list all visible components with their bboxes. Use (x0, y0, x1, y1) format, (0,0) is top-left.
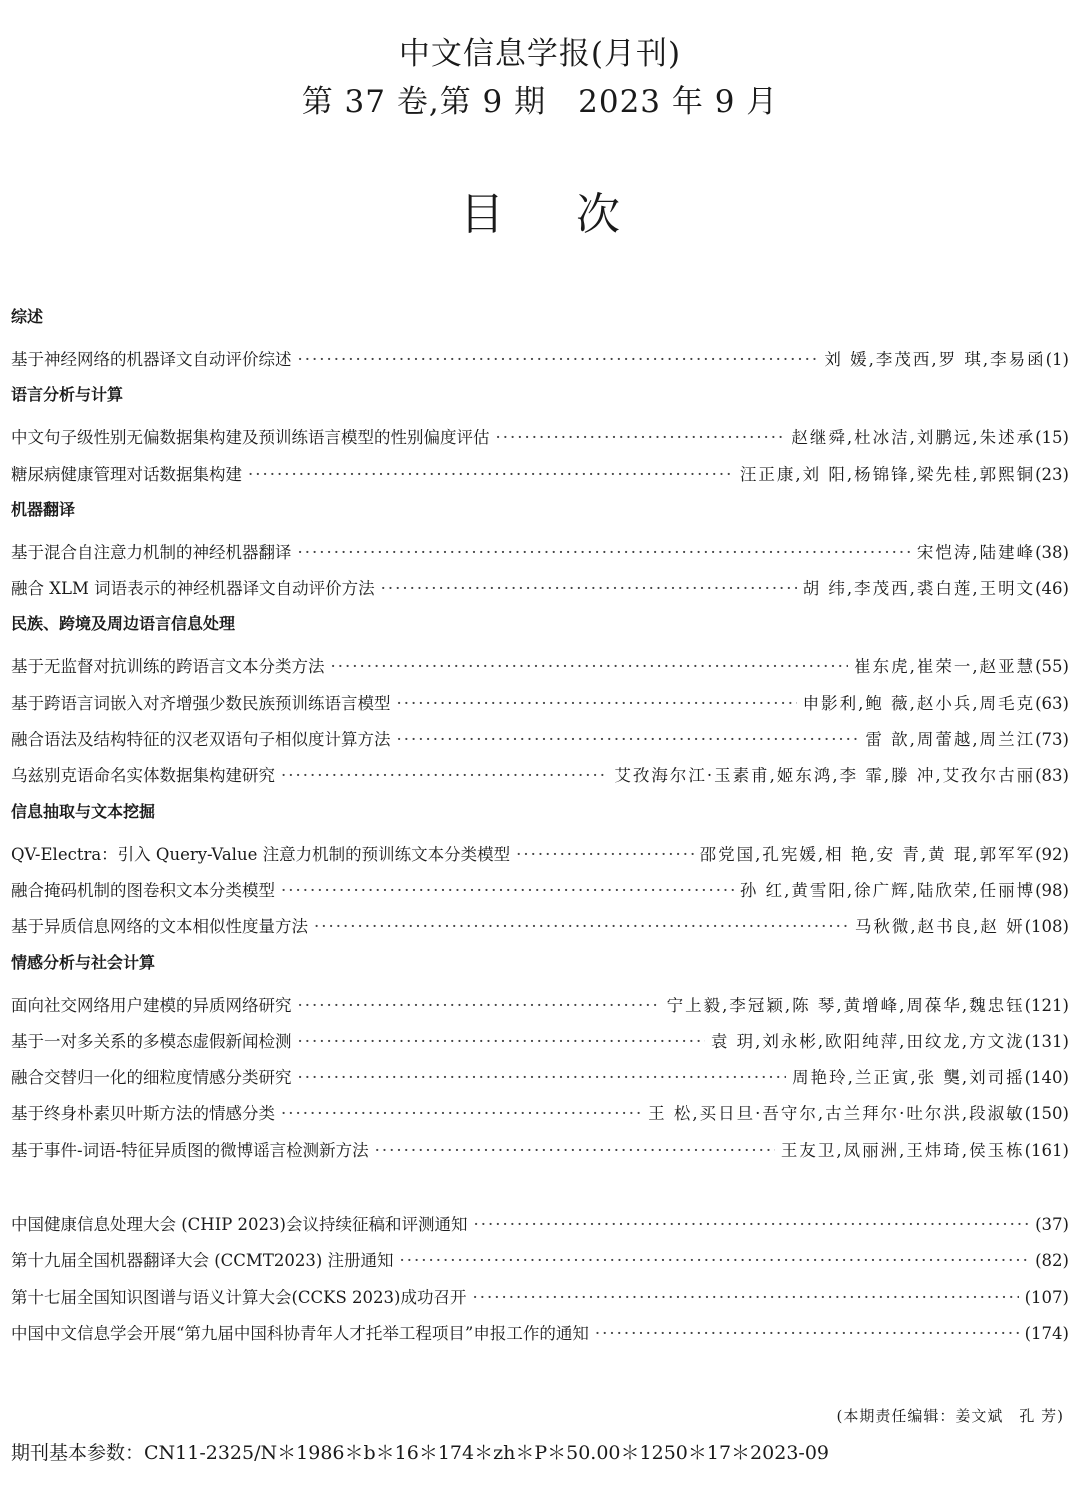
dot-leader (281, 873, 734, 909)
toc-entry[interactable] (11, 988, 1069, 1024)
article-authors: 宋恺涛,陆建峰 (916, 542, 1036, 562)
article-title: 基于终身朴素贝叶斯方法的情感分类 (11, 1104, 275, 1124)
article-authors: 汪正康,刘 阳,杨锦锋,梁先桂,郭熙铜 (739, 464, 1036, 484)
dot-leader (281, 1096, 642, 1132)
page-number: (131) (1024, 1031, 1069, 1051)
article-authors: 马秋微,赵书良,赵 妍 (854, 917, 1025, 937)
page-number: (1) (1045, 350, 1069, 369)
article-title: 融合交替归一化的细粒度情感分类研究 (11, 1068, 292, 1088)
page-number: (23) (1035, 464, 1069, 484)
toc-entry[interactable] (11, 686, 1069, 722)
toc-entry[interactable] (11, 873, 1069, 909)
section-heading: 机器翻译 (11, 499, 76, 519)
article-authors: 周艳玲,兰正寅,张 龑,刘司摇 (792, 1068, 1025, 1088)
toc-entry[interactable] (11, 1024, 1069, 1060)
dot-leader (473, 1280, 1019, 1316)
article-title: 融合掩码机制的图卷积文本分类模型 (11, 880, 275, 900)
article-title: 乌兹别克语命名实体数据集构建研究 (11, 766, 275, 786)
issue-info: 第 37 卷,第 9 期 2023 年 9 月 (301, 84, 779, 120)
dot-leader (375, 1133, 775, 1169)
toc-entry[interactable] (11, 722, 1069, 758)
page-number: (46) (1035, 579, 1069, 599)
toc-entry[interactable] (11, 1060, 1069, 1096)
dot-leader (298, 988, 661, 1024)
dot-leader (516, 837, 694, 873)
article-title: 基于跨语言词嵌入对齐增强少数民族预训练语言模型 (11, 693, 391, 713)
article-title: 糖尿病健康管理对话数据集构建 (11, 464, 242, 484)
article-title: 面向社交网络用户建模的异质网络研究 (11, 995, 292, 1015)
journal-parameters: 期刊基本参数：CN11-2325/N＊1986＊b＊16＊174＊zh＊P＊50.00＊1250＊17＊2023-09 (11, 1442, 830, 1464)
article-title: QV-Electra：引入 Query-Value 注意力机制的预训练文本分类模型 (11, 844, 511, 864)
notice-entry[interactable] (11, 1243, 1069, 1279)
article-title: 基于神经网络的机器译文自动评价综述 (11, 350, 292, 369)
page-number: (82) (1035, 1251, 1069, 1271)
page-number: (150) (1024, 1104, 1069, 1124)
article-authors: 艾孜海尔江·玉素甫,姬东鸿,李 霏,滕 冲,艾孜尔古丽 (614, 766, 1036, 786)
page-number: (107) (1024, 1287, 1069, 1307)
section-heading: 语言分析与计算 (11, 385, 124, 405)
section-heading: 民族、跨境及周边语言信息处理 (11, 614, 236, 634)
toc-entry[interactable] (11, 649, 1069, 685)
dot-leader (474, 1207, 1030, 1243)
table-of-contents (11, 300, 1069, 1352)
page-number: (92) (1035, 844, 1069, 864)
article-authors: 宁上毅,李冠颖,陈 琴,黄增峰,周葆华,魏忠钰 (666, 995, 1025, 1015)
section-heading: 综述 (11, 307, 44, 326)
article-authors: 邵党国,孔宪媛,相 艳,安 青,黄 琨,郭军军 (699, 844, 1036, 864)
page-number: (140) (1024, 1068, 1069, 1088)
toc-entry[interactable] (11, 342, 1069, 378)
notice-title: 中国健康信息处理大会 (CHIP 2023)会议持续征稿和评测通知 (11, 1215, 468, 1235)
notice-entry[interactable] (11, 1316, 1069, 1352)
article-authors: 王友卫,凤丽洲,王炜琦,侯玉栋 (780, 1140, 1025, 1160)
dot-leader (298, 535, 911, 571)
dot-leader (397, 722, 860, 758)
dot-leader (595, 1316, 1019, 1352)
page-number: (83) (1035, 766, 1069, 786)
article-title: 基于混合自注意力机制的神经机器翻译 (11, 542, 292, 562)
article-title: 基于异质信息网络的文本相似性度量方法 (11, 917, 308, 937)
article-authors: 赵继舜,杜冰洁,刘鹏远,朱述承 (791, 428, 1036, 448)
page-number: (73) (1035, 730, 1069, 750)
toc-entry[interactable] (11, 837, 1069, 873)
toc-entry[interactable] (11, 1133, 1069, 1169)
notice-entry[interactable] (11, 1207, 1069, 1243)
dot-leader (248, 457, 734, 493)
page-number: (174) (1024, 1323, 1069, 1343)
article-title: 基于一对多关系的多模态虚假新闻检测 (11, 1031, 292, 1051)
page-number: (15) (1035, 428, 1069, 448)
dot-leader (400, 1243, 1030, 1279)
notice-title: 第十九届全国机器翻译大会 (CCMT2023) 注册通知 (11, 1251, 394, 1271)
page-number: (55) (1035, 657, 1069, 677)
page-number: (98) (1035, 880, 1069, 900)
page-number: (161) (1024, 1140, 1069, 1160)
dot-leader (281, 758, 608, 794)
dot-leader (397, 686, 797, 722)
article-authors: 袁 玥,刘永彬,欧阳纯萍,田纹龙,方文泷 (710, 1031, 1025, 1051)
article-title: 融合 XLM 词语表示的神经机器译文自动评价方法 (11, 579, 375, 599)
notice-entry[interactable] (11, 1280, 1069, 1316)
page-number: (37) (1035, 1215, 1069, 1235)
toc-entry[interactable] (11, 571, 1069, 607)
journal-title: 中文信息学报(月刊) (398, 36, 682, 72)
section-heading: 信息抽取与文本挖掘 (11, 801, 156, 821)
notice-title: 中国中文信息学会开展“第九届中国科协青年人才托举工程项目”申报工作的通知 (11, 1323, 589, 1343)
article-authors: 申影利,鲍 薇,赵小兵,周毛克 (802, 693, 1036, 713)
article-authors: 崔东虎,崔荣一,赵亚慧 (854, 657, 1036, 677)
toc-entry[interactable] (11, 535, 1069, 571)
article-title: 中文句子级性别无偏数据集构建及预训练语言模型的性别偏度评估 (11, 428, 490, 448)
page-number: (63) (1035, 693, 1069, 713)
dot-leader (331, 649, 849, 685)
article-authors: 胡 纬,李茂西,裘白莲,王明文 (802, 579, 1036, 599)
toc-entry[interactable] (11, 1096, 1069, 1132)
dot-leader (298, 1060, 787, 1096)
article-authors: 刘 媛,李茂西,罗 琪,李易函 (824, 350, 1046, 369)
dot-leader (496, 420, 786, 456)
responsible-editor: (本期责任编辑：姜文斌 孔 芳) (836, 1407, 1064, 1425)
page-number: (108) (1024, 917, 1069, 937)
dot-leader (381, 571, 797, 607)
dot-leader (298, 1024, 705, 1060)
dot-leader (298, 342, 819, 378)
toc-entry[interactable] (11, 909, 1069, 945)
notice-title: 第十七届全国知识图谱与语义计算大会(CCKS 2023)成功召开 (11, 1287, 467, 1307)
article-authors: 孙 红,黄雪阳,徐广辉,陆欣荣,任丽博 (739, 880, 1036, 900)
toc-heading: 目次 (460, 189, 692, 240)
dot-leader (314, 909, 849, 945)
section-heading: 情感分析与社会计算 (11, 952, 156, 972)
article-title: 基于无监督对抗训练的跨语言文本分类方法 (11, 657, 325, 677)
article-title: 基于事件-词语-特征异质图的微博谣言检测新方法 (11, 1140, 369, 1160)
article-authors: 王 松,买日旦·吾守尔,古兰拜尔·吐尔洪,段淑敏 (648, 1104, 1025, 1124)
page-number: (38) (1035, 542, 1069, 562)
article-title: 融合语法及结构特征的汉老双语句子相似度计算方法 (11, 730, 391, 750)
toc-entry[interactable] (11, 457, 1069, 493)
toc-entry[interactable] (11, 758, 1069, 794)
notice-gap (11, 1169, 1069, 1207)
toc-entry[interactable] (11, 420, 1069, 456)
page-number: (121) (1024, 995, 1069, 1015)
article-authors: 雷 歆,周蕾越,周兰江 (865, 730, 1036, 750)
